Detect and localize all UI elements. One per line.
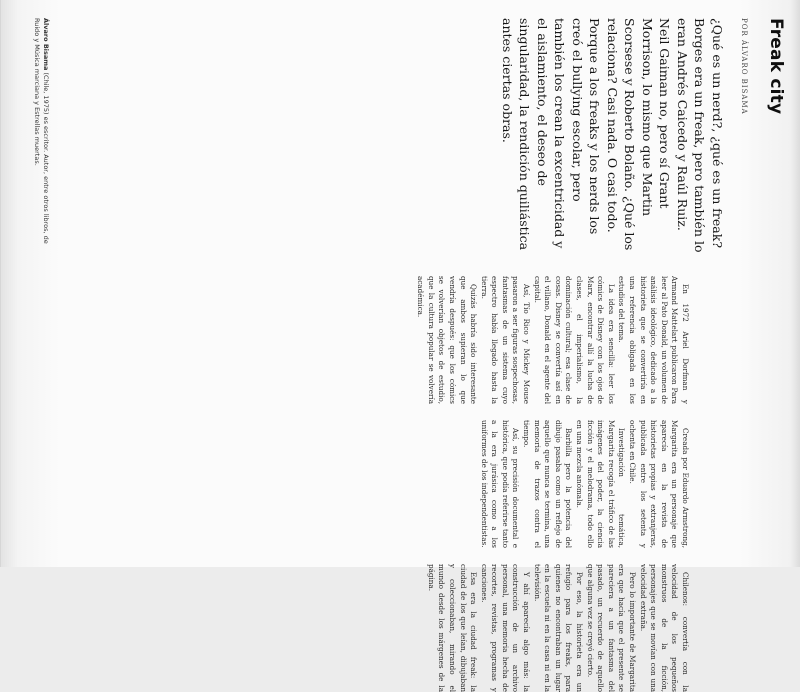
paragraph: Quizás habría sido interesante que ambos supieran lo que vendría después: que los cómics se volverían objetos de estudio, que la cultura popular se volvería académica.: [416, 276, 479, 404]
paragraph: Chilenos: convertía con la velocidad de los pequeños monstruos de la ficción, personajes que se movían con una velocidad extraña.: [638, 564, 690, 692]
article-byline: POR ÁLVARO BISAMA: [740, 18, 748, 115]
paragraph: La idea era sencilla: leer los cómics de Disney con los ojos de Marx, encontrar allí la lucha de clases, el imperialismo, la dominación cultural; esa clase de cosas. Disney se convertía así en el villano, Donald en el agente del capital.: [532, 276, 616, 404]
paragraph: Y ahí aparecía algo más: la construcción de un archivo personal, una memoria hecha de recortes, revistas, programas y canciones.: [479, 564, 532, 692]
paragraph: Creada por Eduardo Armstrong, Margarita era un personaje que aparecía en la revista de historietas propias y extranjeras, publicada entre los setenta y ochenta en Chile.: [628, 420, 690, 548]
paragraph: Esa era la ciudad freak: la ciudad de los que leían, dibujaban y coleccionaban, mirando el mundo desde los márgenes de la página.: [426, 564, 479, 692]
author-bio-name: Álvaro Bisama: [42, 18, 50, 71]
paragraph: Investigación temática, Margarita recogía el tráfico de las imágenes del poder, la ciencia ficción y el melodrama, todo ello en una mezcla anómala.: [575, 420, 627, 548]
author-bio-text: (Chile, 1975) es escritor. Autor, entre otros libros, de Ruido y Música marciana y Estrellas muertas.: [33, 18, 50, 244]
author-bio: [32, 18, 50, 254]
paragraph: En 1972 Ariel Dorfman y Armand Mattelart publicaron Para leer al Pato Donald, un volumen de análisis ideológico, dedicado a la historieta que se convertiría en una referencia obligada en los estudios del tema.: [617, 276, 690, 404]
body-column-1: [415, 276, 690, 404]
paragraph: Pero lo importante de Margarita era que hacía que el presente se pareciera a un fantasma del pasado, un recuerdo de aquello que alguna vez se creyó cierto.: [585, 564, 638, 692]
paragraph: Así, su precisión documental e histórica, que podía referirse tanto a la era jurásica como a los uniformes de los independentistas.: [479, 420, 521, 548]
article-title: Freak city: [766, 18, 786, 115]
paragraph: Por eso, la historieta era un refugio para los freaks, para quienes no encontraban un lugar en la escuela ni en la casa ni en la televisión.: [532, 564, 585, 692]
paragraph: Barbilla pero la potencia del dibujo pasaba como un reflejo de aquello que nunca se termina, una memoria de trazos contra el tiempo.: [522, 420, 574, 548]
body-column-3: [425, 564, 690, 692]
paragraph: Así, Tío Rico y Mickey Mouse pasaron a ser figuras sospechosas, fantasmas de un sistema cuyo espectro había llegado hasta la tierra.: [479, 276, 532, 404]
article-lead: ¿Qué es un nerd?, ¿qué es un freak? Borges era un freak, pero también lo eran Andrés Caicedo y Raúl Ruiz. Neil Gaiman no, pero sí Grant Morrison, lo mismo que Martin Scorsese y Roberto Bolaño. ¿Qué los relaciona? Casi nada. O casi todo. Porque a los freaks y los nerds los creó el bullying escolar, pero también los crean la excentricidad y el aislamiento, el deseo de singularidad, la rendición quiliástica antes ciertas obras.: [500, 18, 725, 253]
body-column-2: [478, 420, 690, 548]
